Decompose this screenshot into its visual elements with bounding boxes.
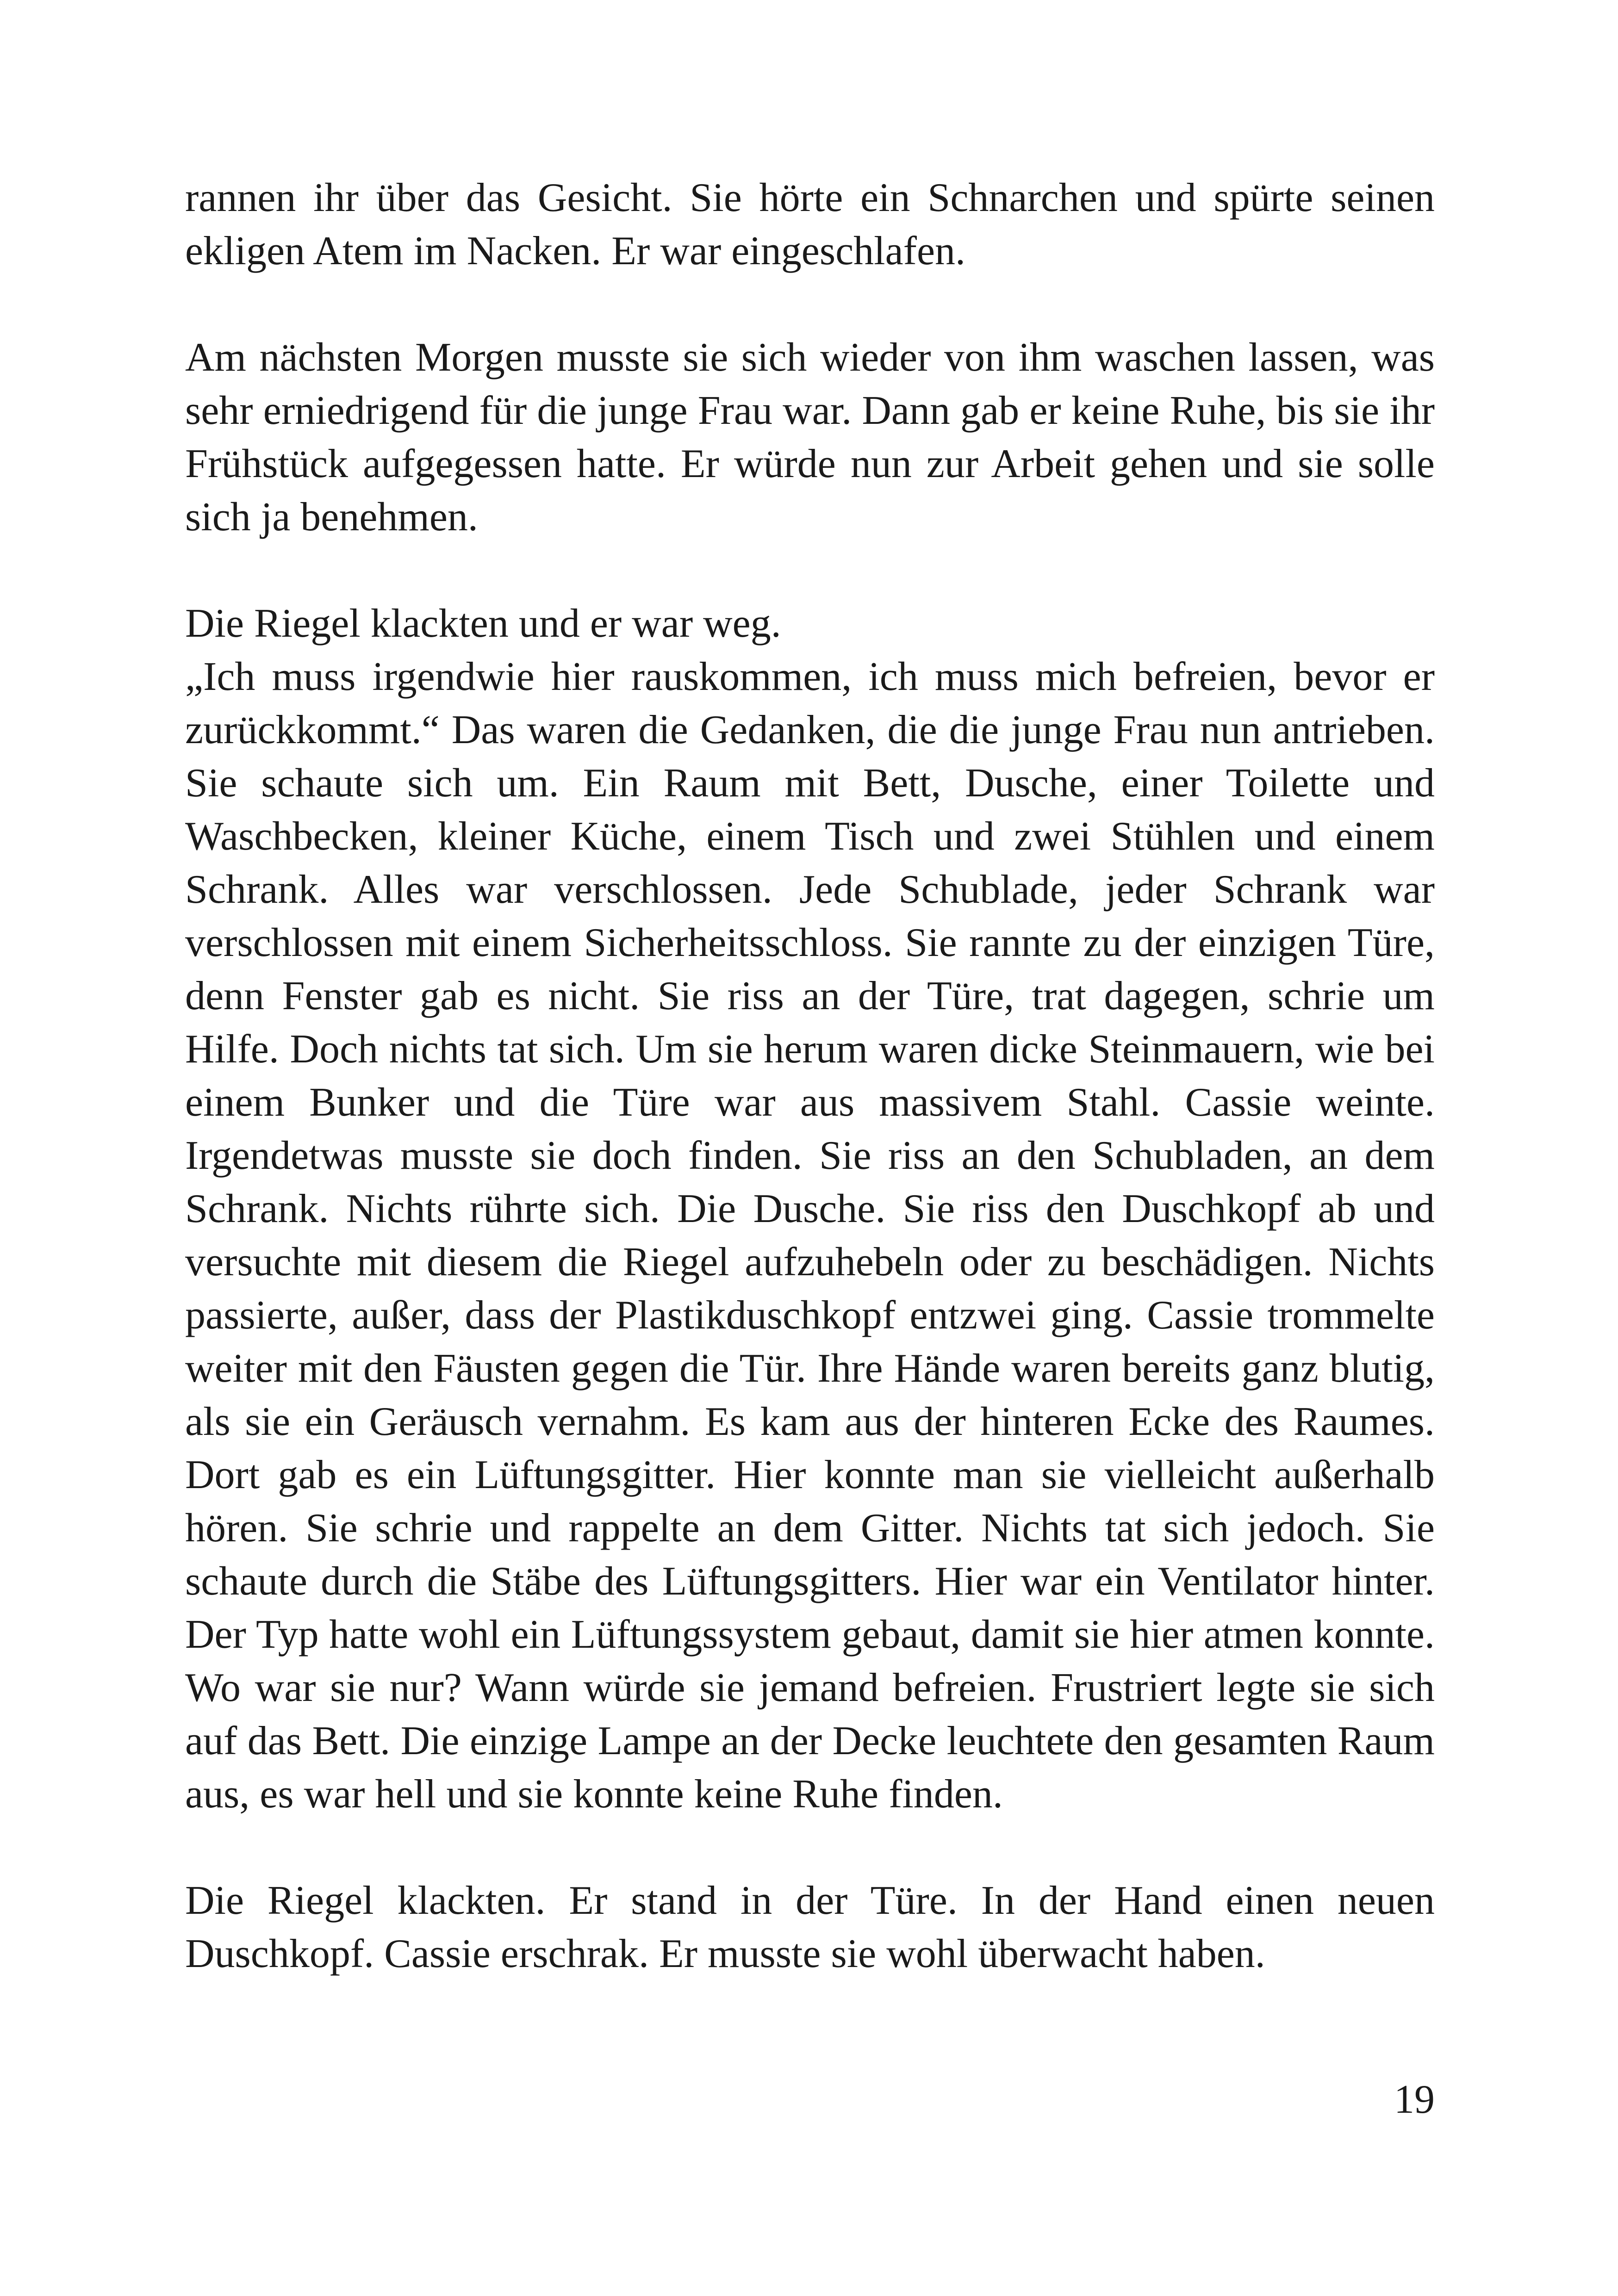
- paragraph-gap: [185, 1821, 1435, 1874]
- paragraph-gap: [185, 544, 1435, 597]
- paragraph-5: Die Riegel klackten. Er stand in der Türe. In der Hand einen neuen Duschkopf. Cassie erschrak. Er musste sie wohl überwacht haben.: [185, 1878, 1435, 1976]
- body-text: [185, 171, 1435, 1980]
- paragraph-1: rannen ihr über das Gesicht. Sie hörte ein Schnarchen und spürte seinen ekligen Atem im Nacken. Er war eingeschlafen.: [185, 175, 1435, 273]
- page-number: 19: [1394, 2077, 1435, 2122]
- paragraph-4: „Ich muss irgendwie hier rauskommen, ich muss mich befreien, bevor er zurückkommt.“ Das waren die Gedanken, die die junge Frau nun antrieben. Sie schaute sich um. Ein Raum mit Bett, Dusche, einer Toilette und Waschbecken, kleiner Küche, einem Tisch und zwei Stühlen und einem Schrank. Alles war verschlossen. Jede Schublade, jeder Schrank war verschlossen mit einem Sicherheitsschloss. Sie rannte zu der einzigen Türe, denn Fenster gab es nicht. Sie riss an der Türe, trat dagegen, schrie um Hilfe. Doch nichts tat sich. Um sie herum waren dicke Steinmauern, wie bei einem Bunker und die Türe war aus massivem Stahl. Cassie weinte. Irgendetwas musste sie doch finden. Sie riss an den Schubladen, an dem Schrank. Nichts rührte sich. Die Dusche. Sie riss den Duschkopf ab und versuchte mit diesem die Riegel aufzuhebeln oder zu beschädigen. Nichts passierte, außer, dass der Plastikduschkopf entzwei ging. Cassie trommelte weiter mit den Fäusten gegen die Tür. Ihre Hände waren bereits ganz blutig, als sie ein Geräusch vernahm. Es kam aus der hinteren Ecke des Raumes. Dort gab es ein Lüftungsgitter. Hier konnte man sie vielleicht außerhalb hören. Sie schrie und rappelte an dem Gitter. Nichts tat sich jedoch. Sie schaute durch die Stäbe des Lüftungsgitters. Hier war ein Ventilator hinter. Der Typ hatte wohl ein Lüftungssystem gebaut, damit sie hier atmen konnte. Wo war sie nur? Wann würde sie jemand befreien. Frustriert legte sie sich auf das Bett. Die einzige Lampe an der Decke leuchtete den gesamten Raum aus, es war hell und sie konnte keine Ruhe finden.: [185, 654, 1435, 1817]
- paragraph-3: Die Riegel klackten und er war weg.: [185, 601, 781, 646]
- paragraph-2: Am nächsten Morgen musste sie sich wieder von ihm waschen lassen, was sehr erniedrigend für die junge Frau war. Dann gab er keine Ruhe, bis sie ihr Frühstück aufgegessen hatte. Er würde nun zur Arbeit gehen und sie solle sich ja benehmen.: [185, 335, 1435, 540]
- paragraph-gap: [185, 278, 1435, 331]
